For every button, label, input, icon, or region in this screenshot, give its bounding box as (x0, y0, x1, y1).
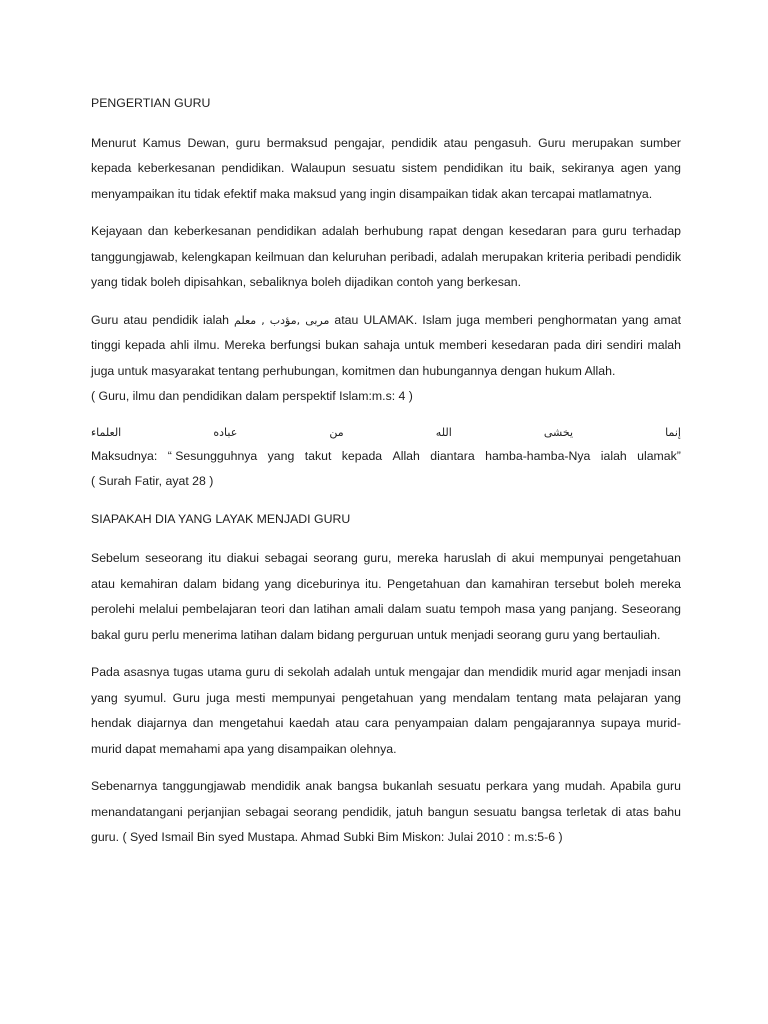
paragraph-pada-asasnya: Pada asasnya tugas utama guru di sekolah adalah untuk mengajar dan mendidik murid agar menjadi insan yang syumul. Guru juga mesti mempunyai pengetahuan yang mendalam tentang mata pelajaran yang hendak diajarnya dan mengetahui kaedah atau cara penyampaian dalam pengajarannya supaya murid-murid dapat memahami apa yang disampaikan olehnya. (91, 665, 681, 756)
meaning-word: yang (267, 448, 295, 463)
meaning-word: diantara (430, 448, 475, 463)
arabic-word: عباده (213, 425, 238, 439)
meaning-word: takut (304, 448, 332, 463)
paragraph-guru-lead: Guru atau pendidik ialah (91, 312, 235, 327)
meaning-word: ulamak” (637, 448, 681, 463)
arabic-word: إنما (665, 425, 681, 439)
meaning-word: hamba-hamba-Nya (485, 448, 591, 463)
citation-surah-fatir: ( Surah Fatir, ayat 28 ) (91, 474, 214, 488)
arabic-word: الله (435, 425, 452, 439)
paragraph-guru-rest: atau ULAMAK. Islam juga memberi penghormatan yang amat tinggi kepada ahli ilmu. Mereka berfungsi bukan sahaja untuk memberi kesedaran pada diri sendiri malah juga untuk masyarakat tentang perhubungan, komitmen dan hubungannya dengan hukum Allah. (91, 312, 681, 378)
meaning-word: Allah (392, 448, 420, 463)
heading-siapakah: SIAPAKAH DIA YANG LAYAK MENJADI GURU (91, 511, 351, 526)
arabic-verse (91, 422, 681, 444)
heading-pengertian-guru: PENGERTIAN GURU (91, 96, 211, 110)
verse-meaning (91, 444, 681, 470)
paragraph-kejayaan: Kejayaan dan keberkesanan pendidikan adalah berhubung rapat dengan kesedaran para guru terhadap tanggungjawab, kelengkapan keilmuan dan keluruhan peribadi, adalah merupakan kriteria peribadi pendidik yang tidak boleh dipisahkan, sebaliknya boleh dijadikan contoh yang berkesan. (91, 224, 681, 289)
arabic-terms: مربى ,مؤدب , معلم (234, 313, 330, 327)
paragraph-guru-pendidik (91, 308, 681, 410)
paragraph-kamus-dewan: Menurut Kamus Dewan, guru bermaksud pengajar, pendidik atau pengasuh. Guru merupakan sumber kepada keberkesanan pendidikan. Walaupun sesuatu sistem pendidikan itu baik, sekiranya agen yang menyampaikan itu tidak efektif maka maksud yang ingin disampaikan tidak akan tercapai matlamatnya. (91, 135, 681, 201)
citation-perspektif-islam: ( Guru, ilmu dan pendidikan dalam perspektif Islam:m.s: 4 ) (91, 389, 413, 403)
document-page (91, 91, 681, 863)
arabic-word: العلماء (91, 425, 122, 439)
paragraph-sebelum-seseorang: Sebelum seseorang itu diakui sebagai seorang guru, mereka haruslah di akui mempunyai pengetahuan atau kemahiran dalam bidang yang diceburinya itu. Pengetahuan dan kamahiran tersebut boleh mereka perolehi melalui pembelajaran teori dan latihan amali dalam suatu tempoh masa yang panjang. Seseorang bakal guru perlu menerima latihan dalam bidang perguruan untuk menjadi seorang guru yang bertauliah. (91, 551, 681, 642)
meaning-word: “ Sesungguhnya (167, 448, 258, 463)
meaning-word: ialah (600, 448, 627, 463)
arabic-word: يخشى (543, 425, 574, 439)
meaning-word: kepada (341, 448, 383, 463)
paragraph-sebenarnya: Sebenarnya tanggungjawab mendidik anak bangsa bukanlah sesuatu perkara yang mudah. Apabila guru menandatangani perjanjian sebagai seorang pendidik, jatuh bangun sesuatu bangsa terletak di atas bahu guru. ( Syed Ismail Bin syed Mustapa. Ahmad Subki Bim Miskon: Julai 2010 : m.s:5-6 ) (91, 779, 681, 844)
arabic-word: من (329, 425, 344, 439)
verse-block (91, 422, 681, 495)
meaning-lead: Maksudnya: (91, 448, 158, 463)
